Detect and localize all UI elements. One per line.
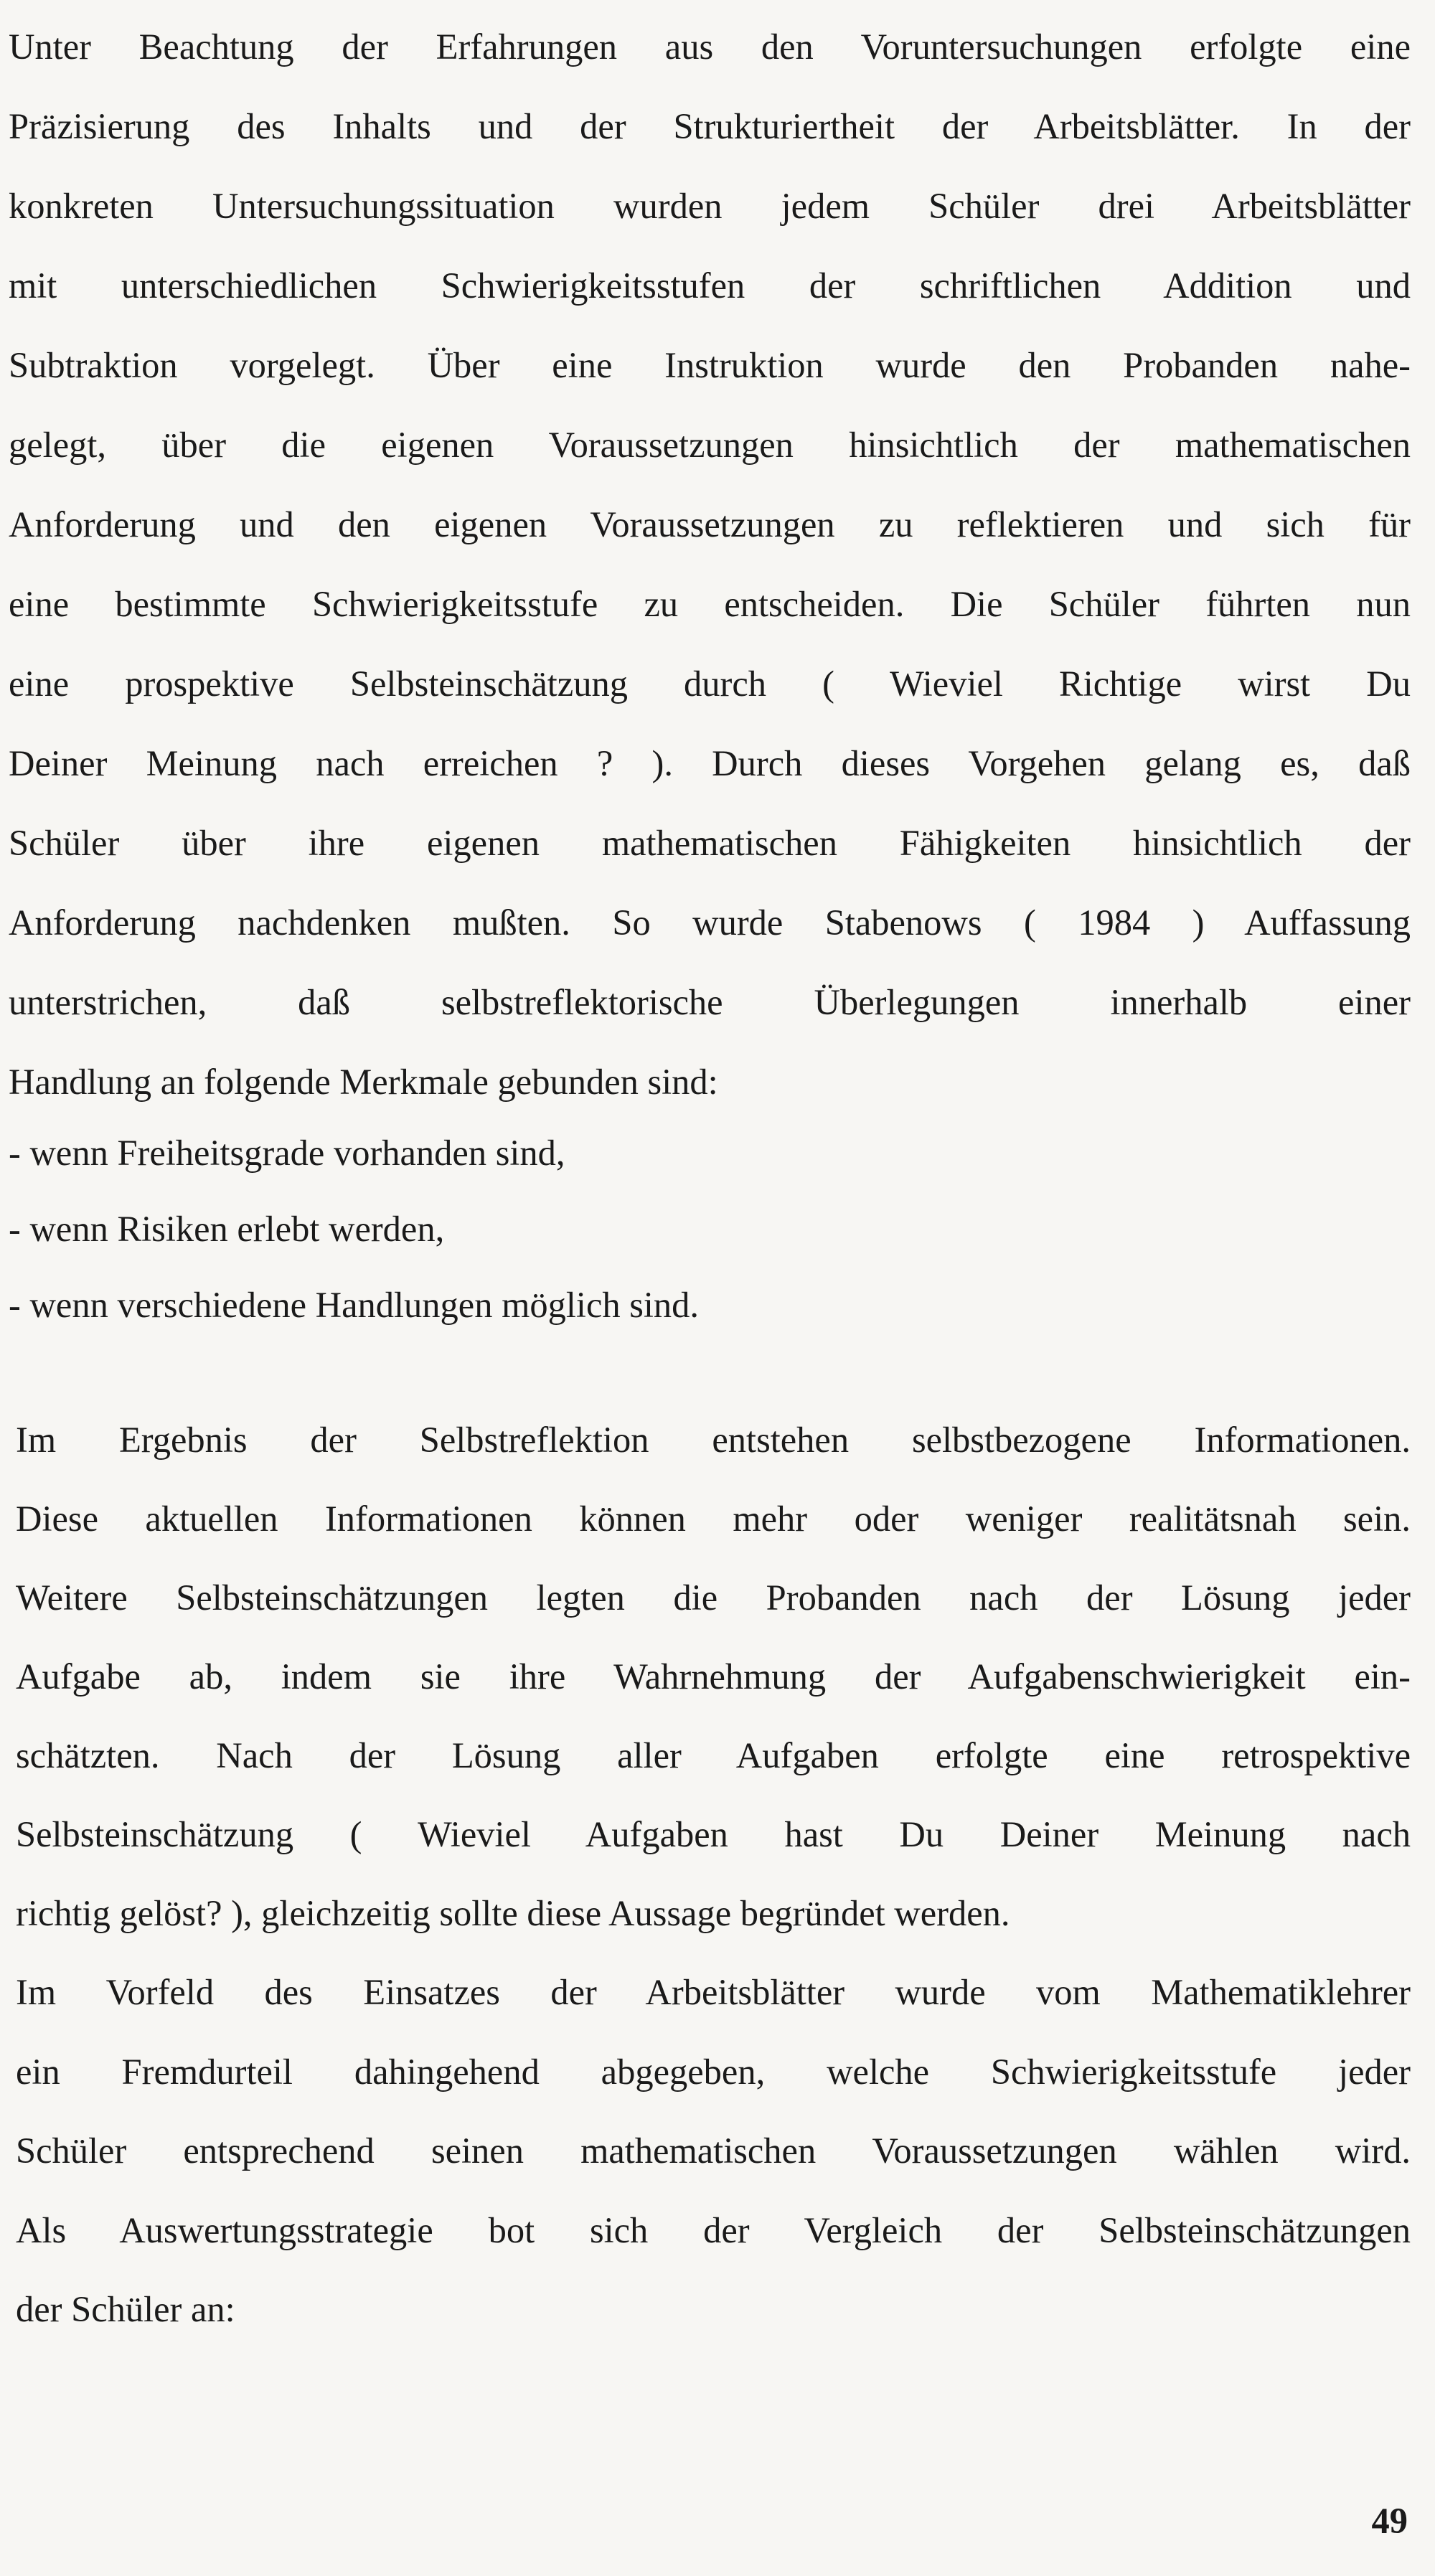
text-line: Selbsteinschätzung ( Wieviel Aufgaben hast Du Deiner Meinung nach [16, 1814, 1411, 1854]
text-line: schätzten. Nach der Lösung aller Aufgaben erfolgte eine retrospektive [16, 1735, 1411, 1775]
text-line: Als Auswertungsstrategie bot sich der Vergleich der Selbsteinschätzungen [16, 2209, 1411, 2250]
text-line: Diese aktuellen Informationen können mehr oder weniger realitätsnah sein. [16, 1499, 1411, 1539]
text-line: Unter Beachtung der Erfahrungen aus den Voruntersuchungen erfolgte eine [9, 27, 1411, 67]
page-number: 49 [1371, 2501, 1408, 2541]
text-line: unterstrichen, daß selbstreflektorische Überlegungen innerhalb einer [9, 982, 1411, 1022]
text-line: der Schüler an: [16, 2289, 235, 2329]
list-item: - wenn Freiheitsgrade vorhanden sind, [9, 1133, 565, 1173]
text-line: Präzisierung des Inhalts und der Strukturiertheit der Arbeitsblätter. In der [9, 106, 1411, 146]
text-line: Anforderung nachdenken mußten. So wurde Stabenows ( 1984 ) Auffassung [9, 902, 1411, 943]
text-line: gelegt, über die eigenen Voraussetzungen hinsichtlich der mathematischen [9, 425, 1411, 465]
text-line: eine prospektive Selbsteinschätzung durch ( Wieviel Richtige wirst Du [9, 664, 1411, 704]
text-line: ein Fremdurteil dahingehend abgegeben, welche Schwierigkeitsstufe jeder [16, 2051, 1411, 2092]
bullet-list [9, 1115, 1013, 1343]
text-line: Schüler entsprechend seinen mathematischen Voraussetzungen wählen wird. [16, 2131, 1411, 2171]
text-line: konkreten Untersuchungssituation wurden jedem Schüler drei Arbeitsblätter [9, 186, 1411, 226]
text-line: Handlung an folgende Merkmale gebunden sind: [9, 1062, 718, 1102]
text-line: Deiner Meinung nach erreichen ? ). Durch dieses Vorgehen gelang es, daß [9, 743, 1411, 783]
text-line: eine bestimmte Schwierigkeitsstufe zu entscheiden. Die Schüler führten nun [9, 584, 1411, 624]
text-line: Im Ergebnis der Selbstreflektion entstehen selbstbezogene Informationen. [16, 1420, 1411, 1460]
text-line: mit unterschiedlichen Schwierigkeitsstufen der schriftlichen Addition und [9, 265, 1411, 306]
text-line: Im Vorfeld des Einsatzes der Arbeitsblätter wurde vom Mathematiklehrer [16, 1972, 1411, 2012]
text-line: richtig gelöst? ), gleichzeitig sollte diese Aussage begründet werden. [16, 1893, 1010, 1933]
text-line: Aufgabe ab, indem sie ihre Wahrnehmung der Aufgabenschwierigkeit ein- [16, 1656, 1411, 1697]
list-item: - wenn Risiken erlebt werden, [9, 1209, 445, 1249]
text-line: Schüler über ihre eigenen mathematischen Fähigkeiten hinsichtlich der [9, 823, 1411, 863]
list-item: - wenn verschiedene Handlungen möglich sind. [9, 1285, 700, 1325]
paragraph-3 [16, 1953, 1411, 2349]
text-line: Weitere Selbsteinschätzungen legten die Probanden nach der Lösung jeder [16, 1577, 1411, 1618]
text-line: Subtraktion vorgelegt. Über eine Instruktion wurde den Probanden nahe- [9, 345, 1411, 385]
paragraph-1 [9, 7, 1411, 1122]
paragraph-2 [16, 1400, 1411, 1953]
text-line: Anforderung und den eigenen Voraussetzungen zu reflektieren und sich für [9, 504, 1411, 544]
